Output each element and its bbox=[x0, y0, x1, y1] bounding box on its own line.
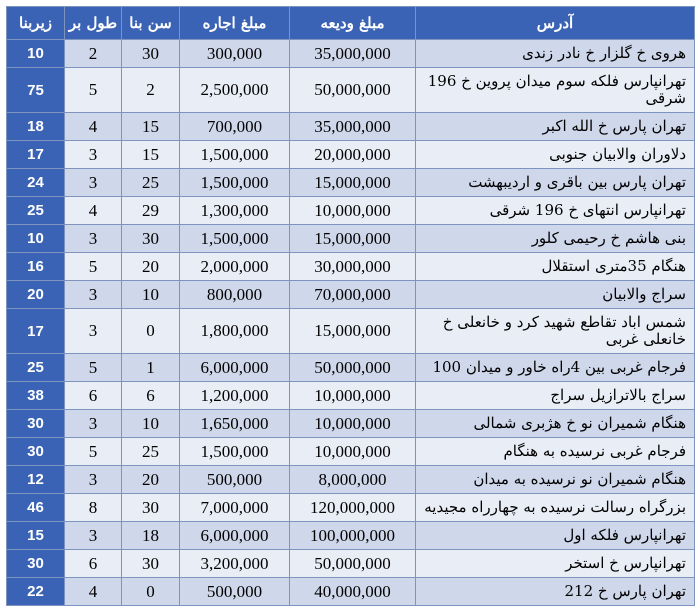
rent-cell: 3,200,000 bbox=[180, 550, 290, 578]
area-cell: 24 bbox=[7, 169, 65, 197]
address-cell: هروی خ گلزار خ نادر زندی bbox=[416, 40, 695, 68]
deposit-cell: 15,000,000 bbox=[290, 309, 416, 354]
rent-cell: 1,500,000 bbox=[180, 438, 290, 466]
rent-cell: 300,000 bbox=[180, 40, 290, 68]
age-cell: 20 bbox=[122, 466, 180, 494]
length-cell: 4 bbox=[65, 578, 122, 606]
table-row bbox=[7, 410, 695, 438]
age-cell: 15 bbox=[122, 141, 180, 169]
area-cell: 12 bbox=[7, 466, 65, 494]
area-cell: 38 bbox=[7, 382, 65, 410]
rent-cell: 1,300,000 bbox=[180, 197, 290, 225]
table-row bbox=[7, 309, 695, 354]
deposit-cell: 100,000,000 bbox=[290, 522, 416, 550]
age-cell: 30 bbox=[122, 550, 180, 578]
rental-listings-table-container bbox=[6, 6, 694, 606]
rent-cell: 500,000 bbox=[180, 466, 290, 494]
address-cell: تهران پارس خ الله اکبر bbox=[416, 113, 695, 141]
table-row bbox=[7, 466, 695, 494]
address-cell: تهرانپارس فلکه اول bbox=[416, 522, 695, 550]
age-cell: 30 bbox=[122, 225, 180, 253]
area-cell: 25 bbox=[7, 197, 65, 225]
header-rent: مبلغ اجاره bbox=[180, 7, 290, 40]
deposit-cell: 8,000,000 bbox=[290, 466, 416, 494]
deposit-cell: 15,000,000 bbox=[290, 225, 416, 253]
address-cell: تهرانپارس فلکه سوم میدان پروین خ 196 شرقی bbox=[416, 68, 695, 113]
table-row bbox=[7, 550, 695, 578]
rent-cell: 800,000 bbox=[180, 281, 290, 309]
length-cell: 3 bbox=[65, 466, 122, 494]
age-cell: 20 bbox=[122, 253, 180, 281]
area-cell: 30 bbox=[7, 438, 65, 466]
length-cell: 6 bbox=[65, 382, 122, 410]
address-cell: دلاوران والابیان جنوبی bbox=[416, 141, 695, 169]
table-row bbox=[7, 578, 695, 606]
table-row bbox=[7, 141, 695, 169]
rent-cell: 6,000,000 bbox=[180, 522, 290, 550]
length-cell: 3 bbox=[65, 169, 122, 197]
area-cell: 16 bbox=[7, 253, 65, 281]
address-cell: بنی هاشم خ رحیمی کلور bbox=[416, 225, 695, 253]
rent-cell: 1,650,000 bbox=[180, 410, 290, 438]
header-row bbox=[7, 7, 695, 40]
length-cell: 3 bbox=[65, 281, 122, 309]
address-cell: فرجام غربی بین 4راه خاور و میدان 100 bbox=[416, 354, 695, 382]
area-cell: 20 bbox=[7, 281, 65, 309]
table-row bbox=[7, 281, 695, 309]
address-cell: تهران پارس بین باقری و اردیبهشت bbox=[416, 169, 695, 197]
deposit-cell: 35,000,000 bbox=[290, 113, 416, 141]
area-cell: 30 bbox=[7, 550, 65, 578]
area-cell: 75 bbox=[7, 68, 65, 113]
table-row bbox=[7, 494, 695, 522]
age-cell: 10 bbox=[122, 410, 180, 438]
table-row bbox=[7, 197, 695, 225]
table-row bbox=[7, 253, 695, 281]
deposit-cell: 70,000,000 bbox=[290, 281, 416, 309]
deposit-cell: 10,000,000 bbox=[290, 438, 416, 466]
age-cell: 1 bbox=[122, 354, 180, 382]
area-cell: 10 bbox=[7, 225, 65, 253]
area-cell: 46 bbox=[7, 494, 65, 522]
rent-cell: 1,500,000 bbox=[180, 169, 290, 197]
table-row bbox=[7, 68, 695, 113]
table-row bbox=[7, 225, 695, 253]
area-cell: 22 bbox=[7, 578, 65, 606]
table-row bbox=[7, 382, 695, 410]
length-cell: 4 bbox=[65, 113, 122, 141]
area-cell: 25 bbox=[7, 354, 65, 382]
age-cell: 0 bbox=[122, 578, 180, 606]
length-cell: 5 bbox=[65, 438, 122, 466]
address-cell: شمس اباد تقاطع شهید کرد و خانعلی خ خانعلی غربی bbox=[416, 309, 695, 354]
deposit-cell: 10,000,000 bbox=[290, 197, 416, 225]
deposit-cell: 30,000,000 bbox=[290, 253, 416, 281]
address-cell: هنگام 35متری استقلال bbox=[416, 253, 695, 281]
rent-cell: 6,000,000 bbox=[180, 354, 290, 382]
rent-cell: 1,500,000 bbox=[180, 225, 290, 253]
age-cell: 0 bbox=[122, 309, 180, 354]
header-length: طول بر bbox=[65, 7, 122, 40]
rent-cell: 1,200,000 bbox=[180, 382, 290, 410]
age-cell: 10 bbox=[122, 281, 180, 309]
address-cell: هنگام شمیران نو نرسیده به میدان bbox=[416, 466, 695, 494]
table-row bbox=[7, 113, 695, 141]
age-cell: 25 bbox=[122, 438, 180, 466]
age-cell: 6 bbox=[122, 382, 180, 410]
table-row bbox=[7, 438, 695, 466]
age-cell: 29 bbox=[122, 197, 180, 225]
address-cell: سراج بالاترازیل سراج bbox=[416, 382, 695, 410]
age-cell: 25 bbox=[122, 169, 180, 197]
length-cell: 4 bbox=[65, 197, 122, 225]
rent-cell: 1,500,000 bbox=[180, 141, 290, 169]
rent-cell: 2,000,000 bbox=[180, 253, 290, 281]
age-cell: 15 bbox=[122, 113, 180, 141]
address-cell: تهرانپارس انتهای خ 196 شرقی bbox=[416, 197, 695, 225]
rent-cell: 7,000,000 bbox=[180, 494, 290, 522]
rental-listings-table bbox=[6, 6, 695, 606]
address-cell: هنگام شمیران نو خ هژبری شمالی bbox=[416, 410, 695, 438]
table-row bbox=[7, 169, 695, 197]
header-deposit: مبلغ ودیعه bbox=[290, 7, 416, 40]
table-row bbox=[7, 522, 695, 550]
age-cell: 30 bbox=[122, 494, 180, 522]
address-cell: سراج والابیان bbox=[416, 281, 695, 309]
rent-cell: 1,800,000 bbox=[180, 309, 290, 354]
address-cell: تهران پارس خ 212 bbox=[416, 578, 695, 606]
rent-cell: 2,500,000 bbox=[180, 68, 290, 113]
deposit-cell: 15,000,000 bbox=[290, 169, 416, 197]
deposit-cell: 120,000,000 bbox=[290, 494, 416, 522]
address-cell: بزرگراه رسالت نرسیده به چهارراه مجیدیه bbox=[416, 494, 695, 522]
length-cell: 3 bbox=[65, 141, 122, 169]
area-cell: 10 bbox=[7, 40, 65, 68]
length-cell: 3 bbox=[65, 225, 122, 253]
header-age: سن بنا bbox=[122, 7, 180, 40]
length-cell: 5 bbox=[65, 253, 122, 281]
rent-cell: 700,000 bbox=[180, 113, 290, 141]
length-cell: 6 bbox=[65, 550, 122, 578]
deposit-cell: 50,000,000 bbox=[290, 354, 416, 382]
deposit-cell: 35,000,000 bbox=[290, 40, 416, 68]
area-cell: 18 bbox=[7, 113, 65, 141]
length-cell: 5 bbox=[65, 354, 122, 382]
header-area: زیربنا bbox=[7, 7, 65, 40]
length-cell: 8 bbox=[65, 494, 122, 522]
length-cell: 3 bbox=[65, 309, 122, 354]
deposit-cell: 10,000,000 bbox=[290, 382, 416, 410]
length-cell: 2 bbox=[65, 40, 122, 68]
deposit-cell: 40,000,000 bbox=[290, 578, 416, 606]
age-cell: 30 bbox=[122, 40, 180, 68]
deposit-cell: 20,000,000 bbox=[290, 141, 416, 169]
length-cell: 3 bbox=[65, 522, 122, 550]
header-address: آدرس bbox=[416, 7, 695, 40]
length-cell: 3 bbox=[65, 410, 122, 438]
table-body bbox=[7, 40, 695, 606]
rent-cell: 500,000 bbox=[180, 578, 290, 606]
area-cell: 15 bbox=[7, 522, 65, 550]
deposit-cell: 10,000,000 bbox=[290, 410, 416, 438]
area-cell: 17 bbox=[7, 309, 65, 354]
length-cell: 5 bbox=[65, 68, 122, 113]
age-cell: 2 bbox=[122, 68, 180, 113]
age-cell: 18 bbox=[122, 522, 180, 550]
deposit-cell: 50,000,000 bbox=[290, 68, 416, 113]
address-cell: فرجام غربی نرسیده به هنگام bbox=[416, 438, 695, 466]
area-cell: 17 bbox=[7, 141, 65, 169]
area-cell: 30 bbox=[7, 410, 65, 438]
table-row bbox=[7, 40, 695, 68]
table-row bbox=[7, 354, 695, 382]
address-cell: تهرانپارس خ استخر bbox=[416, 550, 695, 578]
deposit-cell: 50,000,000 bbox=[290, 550, 416, 578]
